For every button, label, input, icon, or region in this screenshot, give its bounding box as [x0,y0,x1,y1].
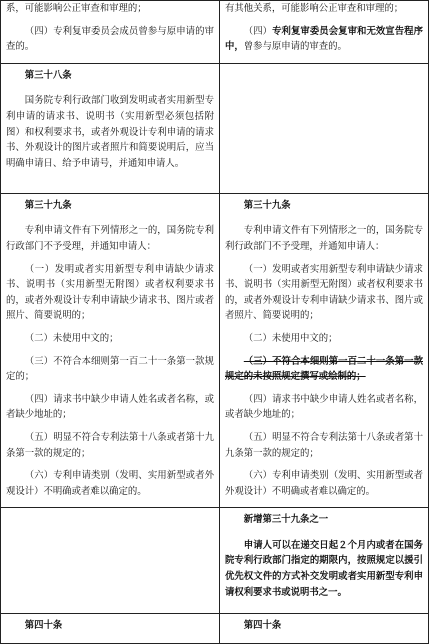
paragraph: （四）专利复审委员会成员曾参与原申请的审查的。 [6,25,214,53]
paragraph: 专利申请文件有下列情形之一的，国务院专利行政部门不予受理，并通知申请人： [6,225,214,252]
left-cell [1,193,220,508]
article-heading: 第四十条 [243,620,282,632]
paragraph-suffix: 曾参与原申请的审查的。 [243,41,347,53]
right-cell [220,614,429,644]
right-cell [220,1,429,64]
amended-bold-text: 专利复审委员会复审和无效宣告程序中， [225,25,423,53]
struck-paragraph: （三）不符合本细则第一百二十一条第一款规定的未按照规定撰写或绘制的； [225,355,423,383]
paragraph: 系，可能影响公正审查和审理的； [6,3,147,14]
amended-bold-paragraph: 申请人可以在递交日起２个月内或者在国务院专利行政部门指定的期限内，按照规定以援引优先权文件的方式补交发明或者实用新型专利申请权利要求书或说明书之一。 [225,539,423,598]
table-row [1,614,429,644]
paragraph: （六）专利申请类别（发明、实用新型或者外观设计）不明确或者难以确定的。 [225,470,423,497]
left-cell [1,508,220,614]
article-heading: 第四十条 [24,620,63,632]
table-row [1,63,429,193]
right-cell [220,193,429,508]
table-row [1,508,429,614]
table-row [1,1,429,64]
paragraph: （五）明显不符合专利法第十八条或者第十九条第一款的规定的； [225,431,423,459]
right-cell [220,508,429,614]
paragraph: （五）明显不符合专利法第十八条或者第十九条第一款的规定的； [6,431,214,459]
left-cell [1,1,220,64]
article-heading: 新增第三十九条之一 [243,514,329,526]
paragraph: （六）专利申请类别（发明、实用新型或者外观设计）不明确或者难以确定的。 [6,470,214,497]
article-heading: 第三十九条 [243,199,291,211]
right-cell [220,63,429,193]
paragraph: （三）不符合本细则第一百二十一条第一款规定的； [6,355,214,383]
paragraph: 专利申请文件有下列情形之一的，国务院专利行政部门不予受理，并通知申请人： [225,225,423,252]
article-heading: 第三十九条 [24,199,72,211]
paragraph [225,24,423,55]
paragraph: （一）发明或者实用新型专利申请缺少请求书、说明书（实用新型无附图）或者权利要求书的，或者外观设计专利申请缺少请求书、图片或者照片、简要说明的； [6,263,214,322]
left-cell [1,614,220,644]
paragraph: （一）发明或者实用新型专利申请缺少请求书、说明书（实用新型无附图）或者权利要求书的，或者外观设计专利申请缺少请求书、图片或者照片、简要说明的； [225,263,423,322]
article-heading: 第三十八条 [24,69,72,81]
left-cell [1,63,220,193]
paragraph: （四）请求书中缺少申请人姓名或者名称，或者缺少地址的； [6,393,214,421]
paragraph: （二）未使用中文的； [243,332,338,344]
paragraph: 有其他关系，可能影响公正审查和审理的； [225,3,404,14]
paragraph-prefix: （四） [243,25,273,37]
table-row [1,193,429,508]
paragraph: 国务院专利行政部门收到发明或者实用新型专利申请的请求书、说明书（实用新型必须包括附图）和权利要求书，或者外观设计专利申请的请求书、外观设计的图片或者照片和简要说明后，应当明确申请日、给予申请号，并通知申请人。 [6,95,214,169]
paragraph: （四）请求书中缺少申请人姓名或者名称，或者缺少地址的； [225,393,423,421]
paragraph: （二）未使用中文的； [24,332,119,344]
